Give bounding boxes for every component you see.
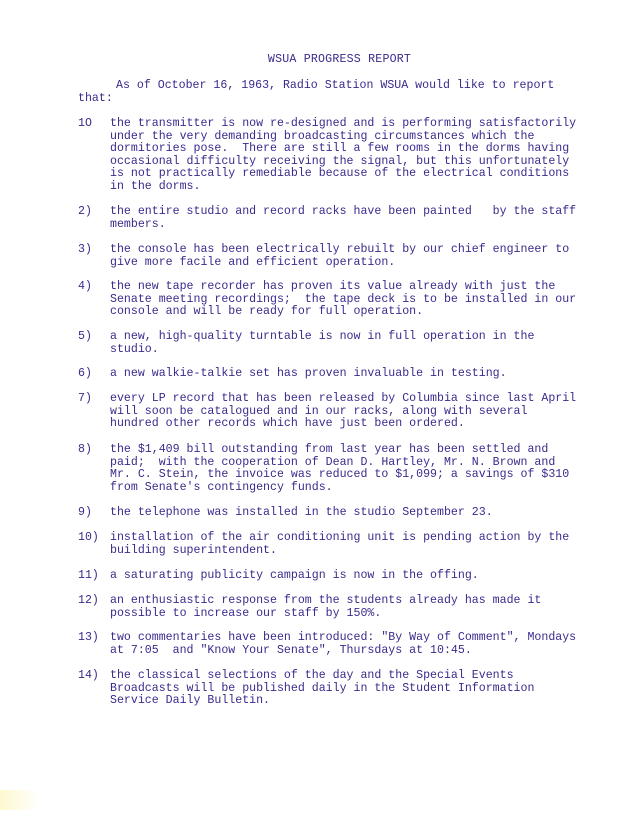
item-text: the telephone was installed in the studio September 23. [110,506,493,519]
item-number: 6) [78,367,92,380]
item-text: the new tape recorder has proven its value already with just the Senate meeting recordings; the tape deck is to be installed in our console and will be ready for full operation. [110,280,584,319]
item-text: the classical selections of the day and the Special Events Broadcasts will be published daily in the Student Information Service Daily Bulletin. [110,669,542,708]
item-number: 7) [78,392,92,405]
item-number: 10) [78,531,99,544]
item-text: the $1,409 bill outstanding from last year has been settled and paid; with the cooperation of Dean D. Hartley, Mr. N. Brown and Mr. C. Stein, the invoice was reduced to $1,099; a savings of $310 from Senate's contingency funds. [110,443,577,494]
item-text: an enthusiastic response from the students already has made it possible to increase our staff by 150%. [110,594,549,620]
item-text: the console has been electrically rebuilt by our chief engineer to give more facile and efficient operation. [110,243,577,269]
item-number: 8) [78,443,92,456]
item-text: the entire studio and record racks have been painted by the staff members. [110,205,584,231]
item-text: two commentaries have been introduced: "By Way of Comment", Mondays at 7:05 and "Know Your Senate", Thursdays at 10:45. [110,631,584,657]
item-number: 11) [78,569,99,582]
item-number: 1O [78,117,92,130]
item-number: 14) [78,669,99,682]
report-intro: As of October 16, 1963, Radio Station WSUA would like to report that: [78,79,562,105]
item-text: installation of the air conditioning unit is pending action by the building superintendent. [110,531,577,557]
paper-stain [0,790,40,810]
item-text: the transmitter is now re-designed and is performing satisfactorily under the very demanding broadcasting circumstances which the dormitories pose. There are still a few rooms in the dorms having occasional difficulty receiving the signal, but this unfortunately is not practically remediable because of the electrical conditions in the dorms. [110,117,584,193]
item-number: 13) [78,631,99,644]
report-title: WSUA PROGRESS REPORT [267,53,412,66]
item-number: 9) [78,506,92,519]
item-number: 5) [78,330,92,343]
item-text: a saturating publicity campaign is now in the offing. [110,569,479,582]
item-text: every LP record that has been released by Columbia since last April will soon be catalogued and in our racks, along with several hundred other records which have just been ordered. [110,392,584,431]
item-text: a new walkie-talkie set has proven invaluable in testing. [110,367,507,380]
item-number: 2) [78,205,92,218]
item-number: 12) [78,594,99,607]
item-number: 3) [78,243,92,256]
item-text: a new, high-quality turntable is now in full operation in the studio. [110,330,542,356]
item-number: 4) [78,280,92,293]
